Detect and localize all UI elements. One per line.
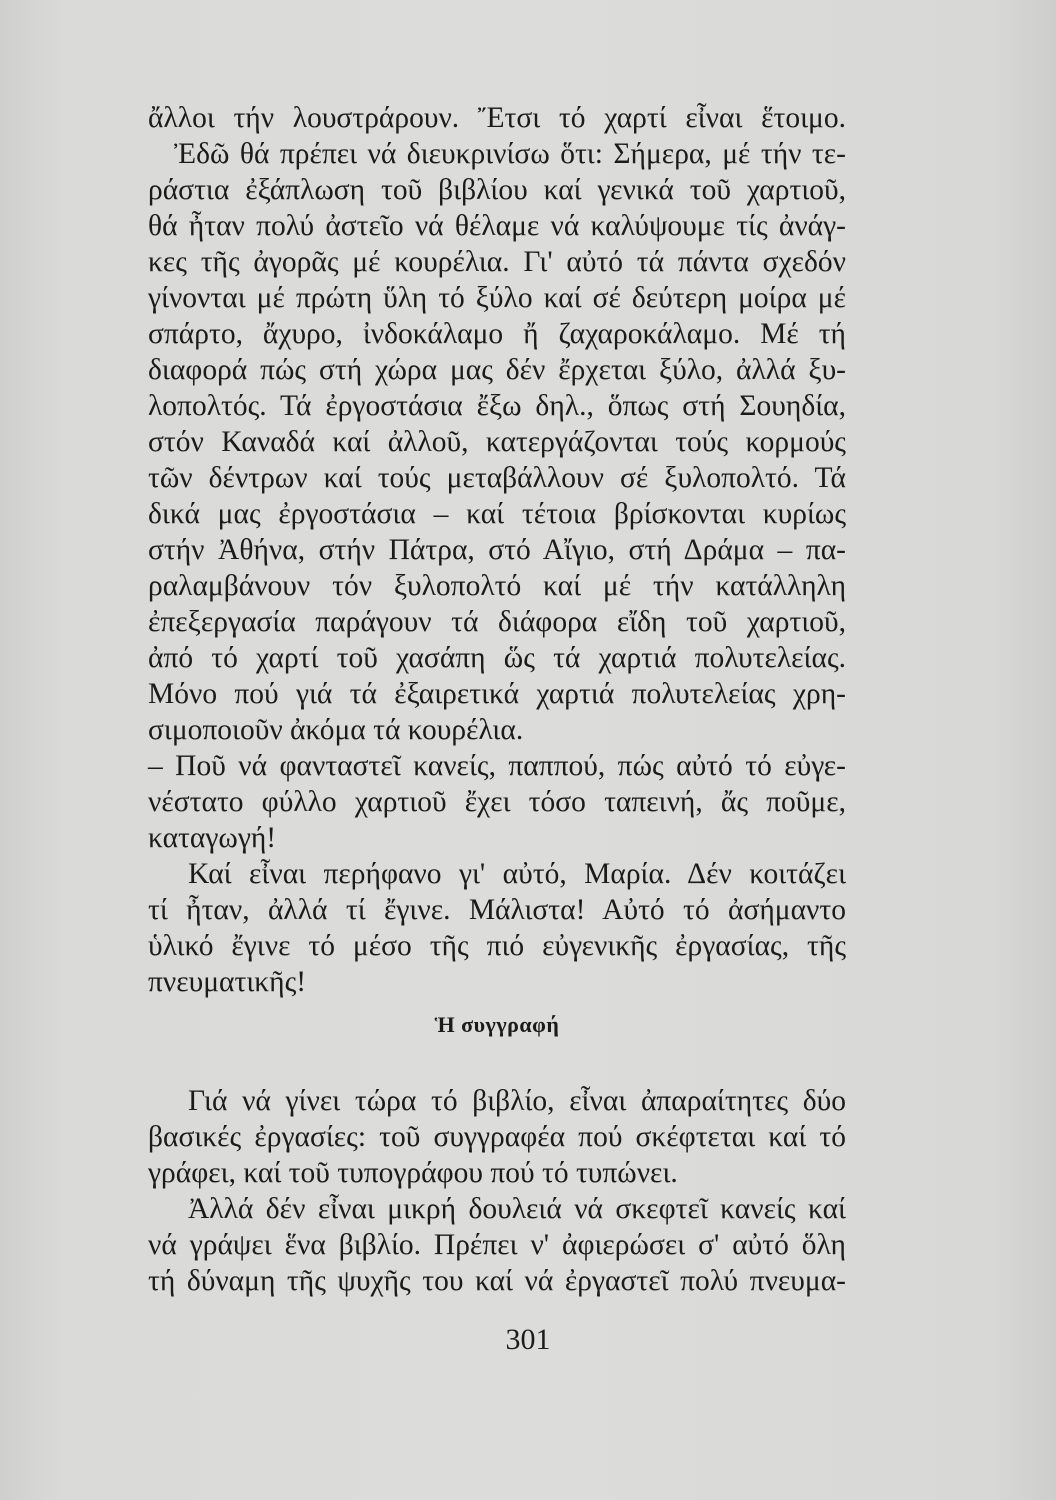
text-line: νέστατο φύλλο χαρτιοῦ ἔχει τόσο ταπεινή, ἄς ποῦμε, [148, 786, 846, 818]
text-line: Μόνο πού γιά τά ἐξαιρετικά χαρτιά πολυτελείας χρη- [148, 678, 846, 710]
text-line: σιμοποιοῦν ἀκόμα τά κουρέλια. [148, 714, 524, 746]
text-line: Καί εἶναι περήφανο γι' αὐτό, Μαρία. Δέν κοιτάζει [188, 858, 846, 890]
page-number: 301 [505, 1323, 551, 1356]
text-line: κες τῆς ἀγορᾶς μέ κουρέλια. Γι' αὐτό τά πάντα σχεδόν [148, 246, 846, 278]
text-line: τί ἦταν, ἀλλά τί ἔγινε. Μάλιστα! Αὐτό τό ἀσήμαντο [148, 894, 846, 926]
text-line: Ἐδῶ θά πρέπει νά διευκρινίσω ὅτι: Σήμερα, μέ τήν τε- [174, 138, 846, 170]
text-line: θά ἦταν πολύ ἀστεῖο νά θέλαμε νά καλύψουμε τίς ἀνάγ- [148, 210, 846, 242]
text-line: ἐπεξεργασία παράγουν τά διάφορα εἴδη τοῦ χαρτιοῦ, [148, 606, 846, 638]
section-paragraphs [148, 1083, 846, 1299]
text-line: πνευματικῆς! [148, 966, 307, 998]
text-line: δικά μας ἐργοστάσια – καί τέτοια βρίσκονται κυρίως [148, 498, 846, 530]
text-line: στήν Ἀθήνα, στήν Πάτρα, στό Αἴγιο, στή Δράμα – πα- [148, 534, 846, 566]
text-line: λοπολτός. Τά ἐργοστάσια ἔξω δηλ., ὅπως στή Σουηδία, [148, 390, 846, 422]
text-line: ἀπό τό χαρτί τοῦ χασάπη ὥς τά χαρτιά πολυτελείας. [148, 642, 846, 674]
text-line: Γιά νά γίνει τώρα τό βιβλίο, εἶναι ἀπαραίτητες δύο [188, 1085, 846, 1117]
text-line: γίνονται μέ πρώτη ὕλη τό ξύλο καί σέ δεύτερη μοίρα μέ [148, 282, 846, 314]
text-line: στόν Καναδά καί ἀλλοῦ, κατεργάζονται τούς κορμούς [148, 426, 846, 458]
main-paragraphs [148, 100, 846, 1000]
text-line: γράφει, καί τοῦ τυπογράφου πού τό τυπώνει. [148, 1157, 678, 1189]
text-line: τή δύναμη τῆς ψυχῆς του καί νά ἐργαστεῖ πολύ πνευμα- [148, 1265, 846, 1297]
text-line: ἄλλοι τήν λουστράρουν. Ἔτσι τό χαρτί εἶναι ἕτοιμο. [148, 102, 846, 134]
text-line: διαφορά πώς στή χώρα μας δέν ἔρχεται ξύλο, ἀλλά ξυ- [148, 354, 846, 386]
text-line: βασικές ἐργασίες: τοῦ συγγραφέα πού σκέφτεται καί τό [148, 1121, 846, 1153]
text-line: ράστια ἐξάπλωση τοῦ βιβλίου καί γενικά τοῦ χαρτιοῦ, [148, 174, 846, 206]
text-line: σπάρτο, ἄχυρο, ἰνδοκάλαμο ἤ ζαχαροκάλαμο. Μέ τή [148, 318, 846, 350]
text-line: Ἀλλά δέν εἶναι μικρή δουλειά νά σκεφτεῖ κανείς καί [188, 1193, 846, 1225]
section-heading: Ἡ συγγραφή [434, 1012, 560, 1037]
text-line: καταγωγή! [148, 822, 277, 854]
text-line: νά γράψει ἕνα βιβλίο. Πρέπει ν' ἀφιερώσει σ' αὐτό ὅλη [148, 1229, 846, 1261]
text-line: τῶν δέντρων καί τούς μεταβάλλουν σέ ξυλοπολτό. Τά [148, 462, 846, 494]
text-line: – Ποῦ νά φανταστεῖ κανείς, παππού, πώς αὐτό τό εὐγε- [148, 750, 846, 782]
text-line: ὑλικό ἔγινε τό μέσο τῆς πιό εὐγενικῆς ἐργασίας, τῆς [148, 930, 846, 962]
text-line: ραλαμβάνουν τόν ξυλοπολτό καί μέ τήν κατάλληλη [148, 570, 846, 602]
